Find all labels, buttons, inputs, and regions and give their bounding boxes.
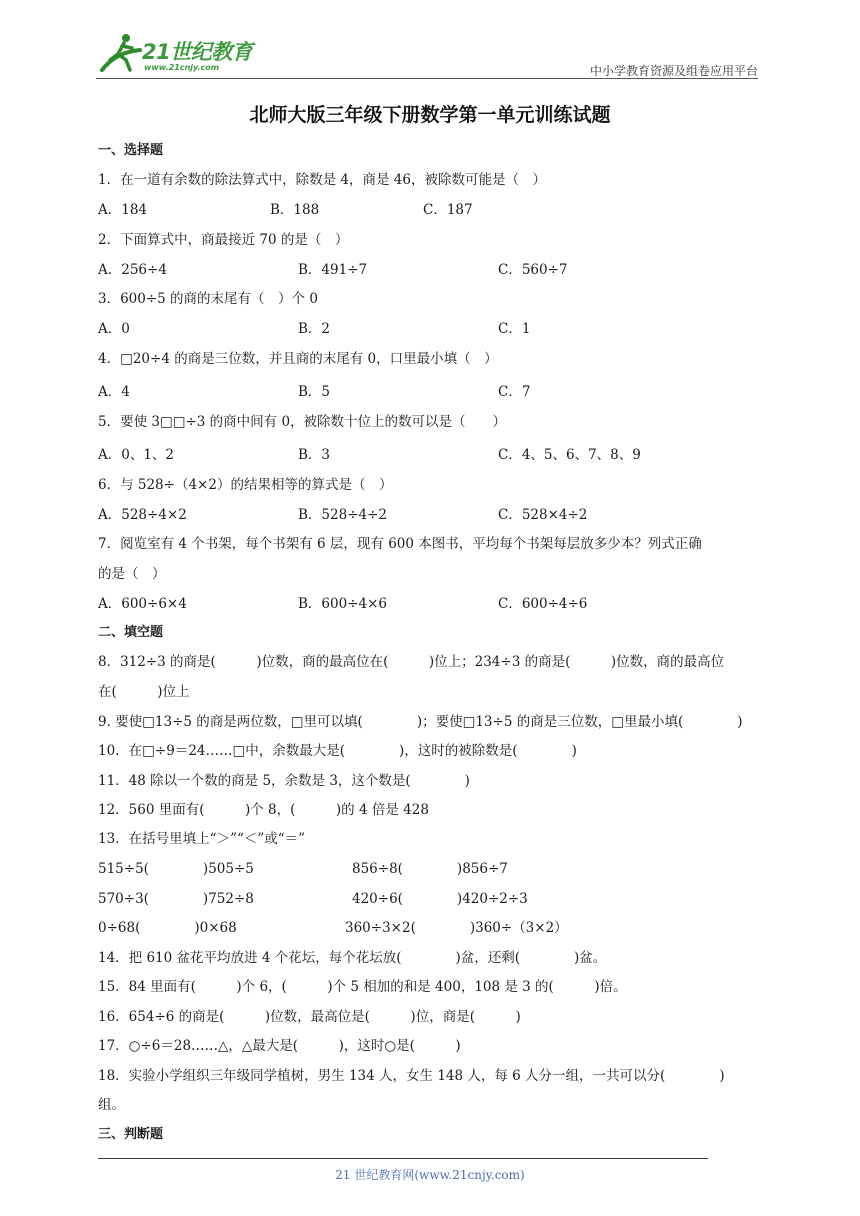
question-10: 10．在□÷9＝24……□中，余数最大是( )，这时的被除数是( ): [98, 743, 577, 759]
q5-option-b: B．3: [298, 447, 331, 463]
q6-option-a: A．528÷4×2: [98, 507, 187, 523]
question-11: 11．48 除以一个数的商是 5，余数是 3，这个数是( ): [98, 773, 470, 789]
section-heading-judge: 三、判断题: [98, 1127, 164, 1142]
header-divider: [96, 78, 758, 79]
section-heading-choice: 一、选择题: [98, 143, 164, 158]
q6-option-b: B．528÷4÷2: [298, 507, 387, 523]
question-7: 7．阅览室有 4 个书架，每个书架有 6 层，现有 600 本图书，平均每个书架每层放多少本？列式正确: [98, 536, 702, 552]
q2-option-c: C．560÷7: [498, 262, 568, 278]
q4-option-a: A．4: [98, 384, 130, 400]
logo: [96, 30, 266, 76]
question-18: 18．实验小学组织三年级同学植树，男生 134 人，女生 148 人，每 6 人分一组，一共可以分( ): [98, 1068, 725, 1084]
logo-url: www.21cnjy.com: [144, 63, 220, 72]
question-4: 4．□20÷4 的商是三位数，并且商的末尾有 0，口里最小填（ ）: [98, 351, 498, 367]
question-14: 14．把 610 盆花平均放进 4 个花坛，每个花坛放( )盆，还剩( )盆。: [98, 950, 607, 966]
question-2: 2．下面算式中，商最接近 70 的是（ ）: [98, 232, 349, 248]
q5-option-a: A．0、1、2: [98, 447, 175, 463]
page-title: 北师大版三年级下册数学第一单元训练试题: [249, 104, 611, 126]
question-18-continued: 组。: [98, 1097, 125, 1113]
q4-option-b: B．5: [298, 384, 331, 400]
question-3: 3．600÷5 的商的末尾有（ ）个 0: [98, 291, 318, 307]
q13-item-1a: 515÷5( )505÷5: [98, 861, 254, 877]
q7-option-c: C．600÷4÷6: [498, 596, 588, 612]
q3-option-c: C．1: [498, 321, 531, 337]
question-8-continued: 在( )位上: [98, 684, 190, 700]
question-7-continued: 的是（ ）: [98, 566, 166, 582]
q13-item-2b: 420÷6( )420÷2÷3: [352, 891, 528, 907]
logo-text: 21世纪教育: [142, 40, 253, 64]
q5-option-c: C．4、5、6、7、8、9: [498, 447, 641, 463]
q1-option-a: A．184: [98, 202, 148, 218]
question-5: 5．要使 3□□÷3 的商中间有 0，被除数十位上的数可以是（ ）: [98, 414, 507, 430]
q3-option-b: B．2: [298, 321, 331, 337]
question-1: 1．在一道有余数的除法算式中，除数是 4，商是 46，被除数可能是（ ）: [98, 172, 546, 188]
question-16: 16．654÷6 的商是( )位数，最高位是( )位，商是( ): [98, 1009, 521, 1025]
q2-option-b: B．491÷7: [298, 262, 368, 278]
question-8: 8．312÷3 的商是( )位数，商的最高位在( )位上；234÷3 的商是( )位数，商的最高位: [98, 654, 725, 670]
q4-option-c: C．7: [498, 384, 531, 400]
runner-logo-icon: [96, 30, 146, 76]
q13-item-1b: 856÷8( )856÷7: [352, 861, 508, 877]
footer-divider: [98, 1158, 708, 1159]
platform-label: 中小学教育资源及组卷应用平台: [589, 64, 758, 78]
q13-item-2a: 570÷3( )752÷8: [98, 891, 254, 907]
question-9: 9. 要使□13÷5 的商是两位数，□里可以填( )；要使□13÷5 的商是三位数，□里最小填( ): [98, 714, 743, 730]
q1-option-b: B．188: [270, 202, 320, 218]
page-footer: 21 世纪教育网(www.21cnjy.com): [335, 1168, 525, 1182]
q1-option-c: C．187: [423, 202, 473, 218]
q3-option-a: A．0: [98, 321, 130, 337]
question-12: 12．560 里面有( )个 8，( )的 4 倍是 428: [98, 802, 429, 818]
question-17: 17．○÷6＝28……△，△最大是( )，这时○是( ): [98, 1038, 461, 1054]
question-13: 13．在括号里填上“＞”“＜”或“＝”: [98, 831, 306, 847]
page-header: [96, 30, 758, 78]
q6-option-c: C．528×4÷2: [498, 507, 588, 523]
q13-item-3b: 360÷3×2( )360÷（3×2）: [345, 920, 568, 936]
q7-option-a: A．600÷6×4: [98, 596, 187, 612]
q7-option-b: B．600÷4×6: [298, 596, 387, 612]
q13-item-3a: 0÷68( )0×68: [98, 920, 237, 936]
q2-option-a: A．256÷4: [98, 262, 167, 278]
question-15: 15．84 里面有( )个 6，( )个 5 相加的和是 400，108 是 3 的( )倍。: [98, 979, 627, 995]
section-heading-fill: 二、填空题: [98, 625, 164, 640]
question-6: 6．与 528÷（4×2）的结果相等的算式是（ ）: [98, 477, 393, 493]
